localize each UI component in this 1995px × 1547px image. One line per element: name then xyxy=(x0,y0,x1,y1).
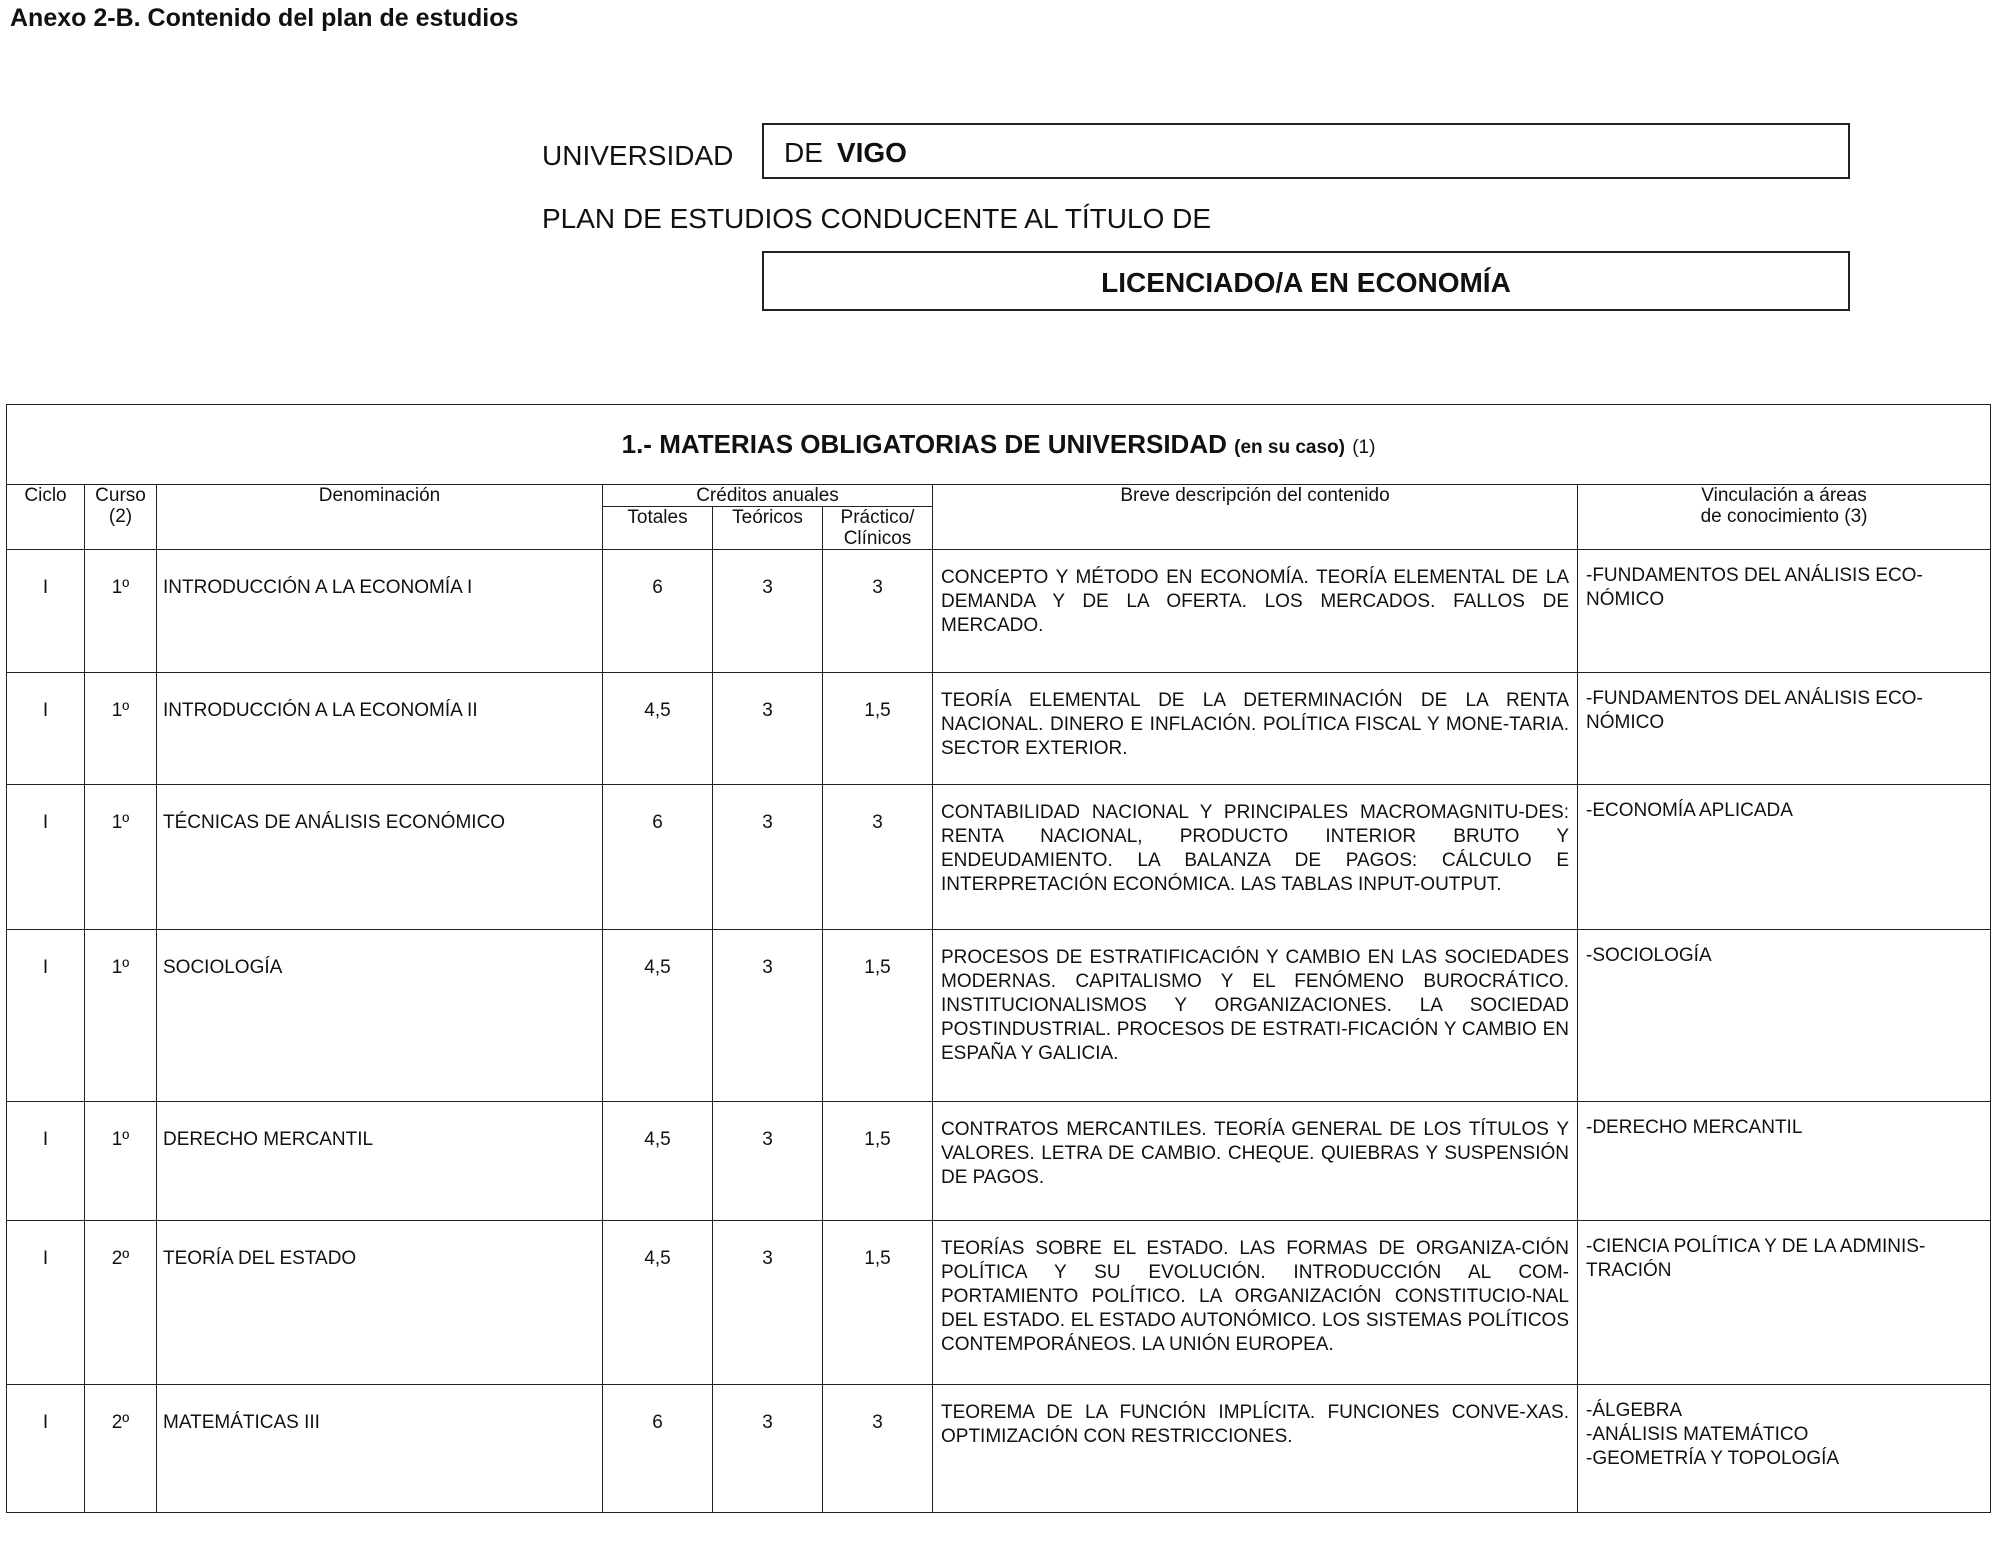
header-practicos xyxy=(823,507,933,550)
cell-totales: 6 xyxy=(603,785,713,930)
cell-ciclo: I xyxy=(7,550,85,673)
header-curso-note: (2) xyxy=(108,506,133,527)
vinculacion-line: -CIENCIA POLÍTICA Y DE LA ADMINIS- xyxy=(1586,1236,1926,1257)
study-plan-table xyxy=(6,404,1991,1513)
cell-teoricos: 3 xyxy=(713,550,823,673)
university-label: UNIVERSIDAD xyxy=(542,140,734,171)
header-denominacion: Denominación xyxy=(157,485,603,550)
cell-descripcion: TEORÍAS SOBRE EL ESTADO. LAS FORMAS DE ORGANIZA-CIÓN POLÍTICA Y SU EVOLUCIÓN. INTRODUCCIÓN AL COM-PORTAMIENTO POLÍTICO. LA ORGANIZACIÓN CONSTITUCIO-NAL DEL ESTADO. EL ESTADO AUTONÓMICO. LOS SISTEMAS POLÍTICOS CONTEMPORÁNEOS. LA UNIÓN EUROPEA. xyxy=(933,1221,1578,1385)
cell-vinculacion xyxy=(1578,930,1991,1102)
section-title-main: 1.- MATERIAS OBLIGATORIAS DE UNIVERSIDAD xyxy=(621,429,1227,459)
table-row xyxy=(7,1385,1991,1513)
cell-teoricos: 3 xyxy=(713,673,823,785)
header-curso xyxy=(85,485,157,550)
header-practicos-2: Clínicos xyxy=(843,528,912,549)
header-vinculacion xyxy=(1578,485,1991,550)
cell-ciclo: I xyxy=(7,673,85,785)
cell-vinculacion xyxy=(1578,1221,1991,1385)
cell-descripcion: TEORÍA ELEMENTAL DE LA DETERMINACIÓN DE LA RENTA NACIONAL. DINERO E INFLACIÓN. POLÍTICA FISCAL Y MONE-TARIA. SECTOR EXTERIOR. xyxy=(933,673,1578,785)
section-title-small: (en su caso) xyxy=(1234,437,1345,458)
cell-teoricos: 3 xyxy=(713,785,823,930)
cell-practicos: 1,5 xyxy=(823,1102,933,1221)
cell-totales: 6 xyxy=(603,1385,713,1513)
vinculacion-line: -GEOMETRÍA Y TOPOLOGÍA xyxy=(1586,1448,1840,1469)
vinculacion-line: -ÁLGEBRA xyxy=(1586,1400,1683,1421)
cell-denominacion: DERECHO MERCANTIL xyxy=(157,1102,603,1221)
cell-totales: 4,5 xyxy=(603,1221,713,1385)
cell-practicos: 1,5 xyxy=(823,930,933,1102)
cell-descripcion: CONCEPTO Y MÉTODO EN ECONOMÍA. TEORÍA ELEMENTAL DE LA DEMANDA Y DE LA OFERTA. LOS MERCADOS. FALLOS DE MERCADO. xyxy=(933,550,1578,673)
header-ciclo: Ciclo xyxy=(7,485,85,550)
vinculacion-line: -FUNDAMENTOS DEL ANÁLISIS ECO- xyxy=(1586,565,1923,586)
cell-denominacion: TEORÍA DEL ESTADO xyxy=(157,1221,603,1385)
section-title-note: (1) xyxy=(1352,437,1376,458)
table-row xyxy=(7,1102,1991,1221)
vinculacion-line: -SOCIOLOGÍA xyxy=(1586,945,1712,966)
cell-denominacion: INTRODUCCIÓN A LA ECONOMÍA I xyxy=(157,550,603,673)
vinculacion-line: NÓMICO xyxy=(1586,712,1665,733)
cell-denominacion: TÉCNICAS DE ANÁLISIS ECONÓMICO xyxy=(157,785,603,930)
header-practicos-1: Práctico/ xyxy=(840,507,915,528)
cell-ciclo: I xyxy=(7,785,85,930)
vinculacion-line: -ECONOMÍA APLICADA xyxy=(1586,800,1793,821)
cell-vinculacion xyxy=(1578,673,1991,785)
cell-ciclo: I xyxy=(7,930,85,1102)
university-name: VIGO xyxy=(836,137,907,168)
vinculacion-line: -DERECHO MERCANTIL xyxy=(1586,1117,1803,1138)
cell-descripcion: CONTRATOS MERCANTILES. TEORÍA GENERAL DE LOS TÍTULOS Y VALORES. LETRA DE CAMBIO. CHEQUE. QUIEBRAS Y SUSPENSIÓN DE PAGOS. xyxy=(933,1102,1578,1221)
annex-title: Anexo 2-B. Contenido del plan de estudios xyxy=(10,4,519,32)
cell-teoricos: 3 xyxy=(713,1385,823,1513)
header-vinculacion-1: Vinculación a áreas xyxy=(1701,485,1867,506)
cell-curso: 1º xyxy=(85,930,157,1102)
cell-teoricos: 3 xyxy=(713,1221,823,1385)
cell-curso: 1º xyxy=(85,550,157,673)
cell-curso: 2º xyxy=(85,1221,157,1385)
cell-denominacion: INTRODUCCIÓN A LA ECONOMÍA II xyxy=(157,673,603,785)
cell-curso: 2º xyxy=(85,1385,157,1513)
cell-denominacion: MATEMÁTICAS III xyxy=(157,1385,603,1513)
cell-practicos: 1,5 xyxy=(823,673,933,785)
cell-curso: 1º xyxy=(85,1102,157,1221)
vinculacion-line: -FUNDAMENTOS DEL ANÁLISIS ECO- xyxy=(1586,688,1923,709)
cell-teoricos: 3 xyxy=(713,1102,823,1221)
section-title xyxy=(7,405,1991,485)
table-row xyxy=(7,550,1991,673)
cell-ciclo: I xyxy=(7,1221,85,1385)
cell-descripcion: TEOREMA DE LA FUNCIÓN IMPLÍCITA. FUNCIONES CONVE-XAS. OPTIMIZACIÓN CON RESTRICCIONES. xyxy=(933,1385,1578,1513)
vinculacion-line: -ANÁLISIS MATEMÁTICO xyxy=(1586,1424,1809,1445)
cell-practicos: 3 xyxy=(823,785,933,930)
cell-practicos: 1,5 xyxy=(823,1221,933,1385)
cell-totales: 6 xyxy=(603,550,713,673)
cell-practicos: 3 xyxy=(823,550,933,673)
cell-denominacion: SOCIOLOGÍA xyxy=(157,930,603,1102)
cell-descripcion: CONTABILIDAD NACIONAL Y PRINCIPALES MACROMAGNITU-DES: RENTA NACIONAL, PRODUCTO INTERIOR BRUTO Y ENDEUDAMIENTO. LA BALANZA DE PAGOS: CÁLCULO E INTERPRETACIÓN ECONÓMICA. LAS TABLAS INPUT-OUTPUT. xyxy=(933,785,1578,930)
cell-totales: 4,5 xyxy=(603,930,713,1102)
table-row xyxy=(7,785,1991,930)
table-row xyxy=(7,1221,1991,1385)
cell-vinculacion xyxy=(1578,1385,1991,1513)
cell-curso: 1º xyxy=(85,673,157,785)
header-curso-label: Curso xyxy=(95,485,146,506)
header-creditos: Créditos anuales xyxy=(603,485,933,507)
vinculacion-line: NÓMICO xyxy=(1586,589,1665,610)
cell-totales: 4,5 xyxy=(603,1102,713,1221)
header-vinculacion-2: de conocimiento (3) xyxy=(1700,506,1868,527)
header-teoricos: Teóricos xyxy=(713,507,823,550)
cell-vinculacion xyxy=(1578,550,1991,673)
table-row xyxy=(7,673,1991,785)
vinculacion-line: TRACIÓN xyxy=(1586,1260,1672,1281)
cell-totales: 4,5 xyxy=(603,673,713,785)
university-box xyxy=(762,123,1850,179)
cell-descripcion: PROCESOS DE ESTRATIFICACIÓN Y CAMBIO EN LAS SOCIEDADES MODERNAS. CAPITALISMO Y EL FENÓMENO BUROCRÁTICO. INSTITUCIONALISMOS Y ORGANIZACIONES. LA SOCIEDAD POSTINDUSTRIAL. PROCESOS DE ESTRATI-FICACIÓN Y CAMBIO EN ESPAÑA Y GALICIA. xyxy=(933,930,1578,1102)
degree-title: LICENCIADO/A EN ECONOMÍA xyxy=(762,251,1850,311)
header-descripcion: Breve descripción del contenido xyxy=(933,485,1578,550)
cell-vinculacion xyxy=(1578,1102,1991,1221)
cell-ciclo: I xyxy=(7,1102,85,1221)
plan-label: PLAN DE ESTUDIOS CONDUCENTE AL TÍTULO DE xyxy=(542,203,1212,234)
cell-curso: 1º xyxy=(85,785,157,930)
cell-practicos: 3 xyxy=(823,1385,933,1513)
cell-ciclo: I xyxy=(7,1385,85,1513)
cell-teoricos: 3 xyxy=(713,930,823,1102)
table-row xyxy=(7,930,1991,1102)
university-prefix: DE xyxy=(784,137,823,168)
header-totales: Totales xyxy=(603,507,713,550)
cell-vinculacion xyxy=(1578,785,1991,930)
